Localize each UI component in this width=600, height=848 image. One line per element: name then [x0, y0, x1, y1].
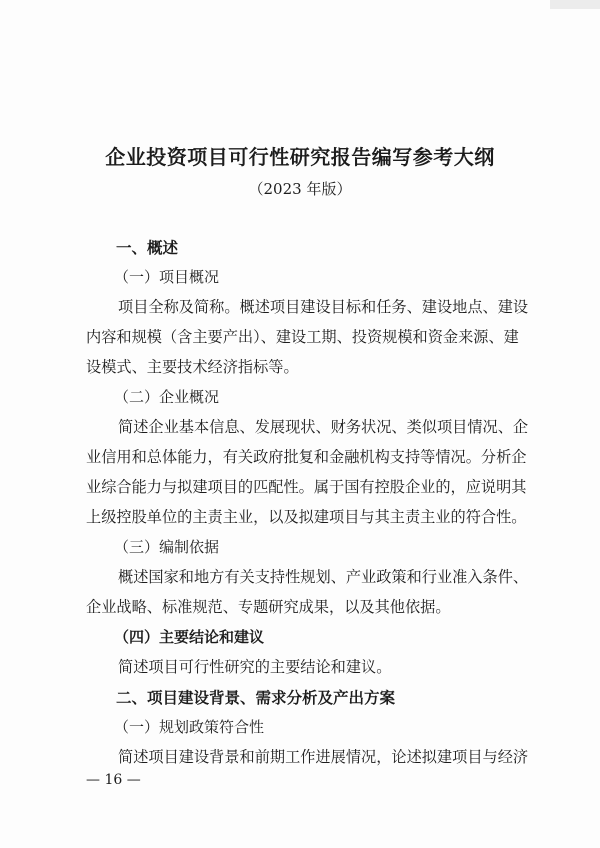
paragraph-line: 业综合能力与拟建项目的匹配性。属于国有控股企业的，应说明其 — [86, 478, 527, 496]
paragraph-line: 企业战略、标准规范、专题研究成果，以及其他依据。 — [86, 598, 451, 616]
heading-2-company-overview: （二）企业概况 — [114, 388, 220, 406]
document-title: 企业投资项目可行性研究报告编写参考大纲 — [105, 145, 495, 169]
scan-corner-mark — [550, 0, 600, 9]
paragraph-line: 简述企业基本信息、发展现状、财务状况、类似项目情况、企 — [118, 418, 529, 436]
heading-2-conclusions: （四）主要结论和建议 — [114, 628, 265, 646]
paragraph-line: 简述项目建设背景和前期工作进展情况，论述拟建项目与经济 — [118, 748, 529, 766]
heading-1-background: 二、项目建设背景、需求分析及产出方案 — [116, 688, 396, 707]
heading-2-basis: （三）编制依据 — [114, 538, 220, 556]
heading-1-overview: 一、概述 — [116, 238, 179, 257]
page-number: — 16 — — [86, 772, 141, 788]
paragraph-line: 简述项目可行性研究的主要结论和建议。 — [118, 658, 392, 676]
paragraph-line: 概述国家和地方有关支持性规划、产业政策和行业准入条件、 — [118, 568, 529, 586]
paragraph-line: 项目全称及简称。概述项目建设目标和任务、建设地点、建设 — [118, 298, 529, 316]
heading-2-policy-compliance: （一）规划政策符合性 — [114, 718, 265, 736]
document-edition: （2023 年版） — [248, 180, 352, 198]
paragraph-line: 业信用和总体能力，有关政府批复和金融机构支持等情况。分析企 — [86, 448, 527, 466]
paragraph-line: 设模式、主要技术经济指标等。 — [86, 358, 299, 376]
paragraph-line: 内容和规模（含主要产出）、建设工期、投资规模和资金来源、建 — [86, 328, 519, 346]
paragraph-line: 上级控股单位的主责主业，以及拟建项目与其主责主业的符合性。 — [86, 508, 527, 526]
heading-2-project-overview: （一）项目概况 — [114, 268, 220, 286]
